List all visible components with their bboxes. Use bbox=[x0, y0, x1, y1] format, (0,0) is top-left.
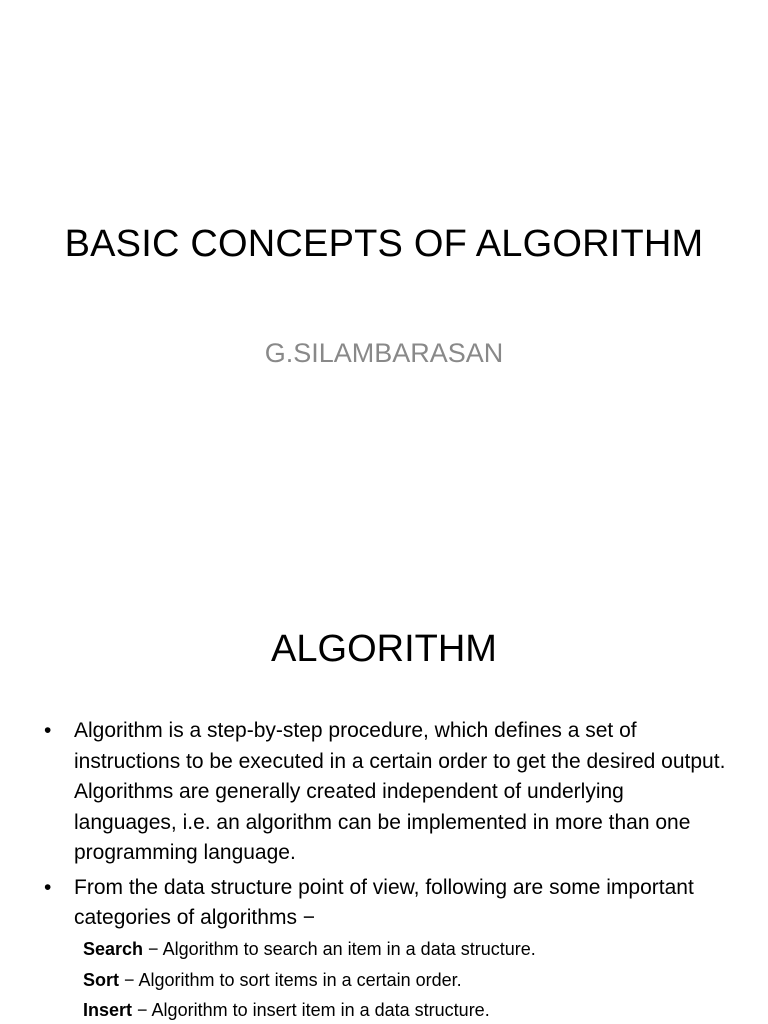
bullet-item-definition bbox=[40, 716, 730, 869]
bullet-list bbox=[40, 716, 730, 938]
category-item-search bbox=[83, 934, 743, 965]
category-description: − Algorithm to search an item in a data structure. bbox=[143, 939, 536, 959]
slide-title: ALGORITHM bbox=[271, 628, 497, 670]
category-description: − Algorithm to sort items in a certain order. bbox=[119, 969, 462, 990]
category-term: Search bbox=[83, 939, 144, 959]
bullet-text: Algorithm is a step-by-step procedure, which defines a set of instructions to be executed in a certain order to get the desired output. Algorithms are generally created independent of underlying languages, i.e. an algorithm can be implemented in more than one programming language. bbox=[74, 719, 726, 864]
bullet-icon: • bbox=[44, 875, 52, 899]
category-item-insert bbox=[83, 995, 743, 1024]
bullet-item-categories bbox=[40, 873, 730, 934]
category-description: − Algorithm to insert item in a data structure. bbox=[132, 1000, 490, 1020]
presentation-title: BASIC CONCEPTS OF ALGORITHM bbox=[64, 223, 704, 265]
category-item-sort bbox=[83, 965, 743, 996]
algorithm-slide bbox=[0, 576, 768, 1024]
category-term: Sort bbox=[83, 969, 119, 990]
category-list bbox=[83, 934, 743, 1024]
author-name: G.SILAMBARASAN bbox=[264, 338, 504, 368]
category-term: Insert bbox=[83, 1000, 133, 1020]
bullet-text: From the data structure point of view, following are some important categories of algorithms − bbox=[74, 875, 694, 929]
bullet-icon: • bbox=[44, 719, 52, 742]
